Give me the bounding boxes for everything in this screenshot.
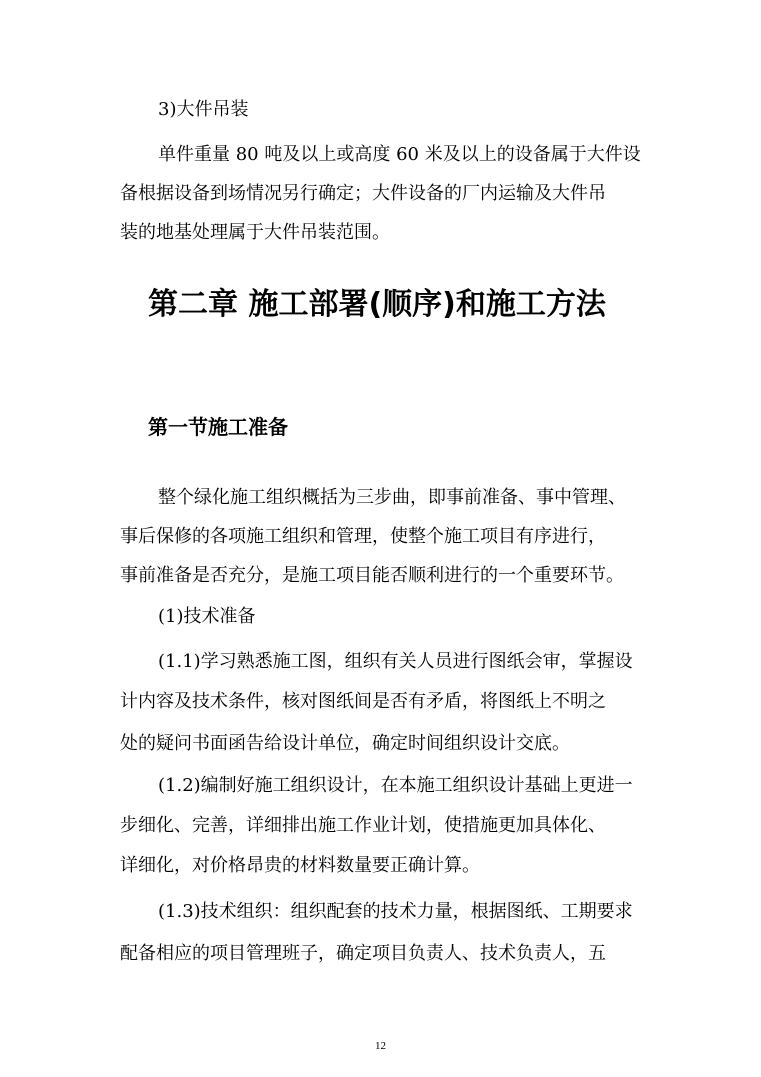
- paragraph-line: 处的疑问书面函告给设计单位，确定时间组织设计交底。: [120, 733, 570, 754]
- paragraph-line: 单件重量 80 吨及以上或高度 60 米及以上的设备属于大件设: [158, 144, 641, 165]
- page-number: 12: [375, 1040, 386, 1052]
- chapter-title: 第二章 施工部署(顺序)和施工方法: [148, 287, 606, 322]
- paragraph-line: (1.1)学习熟悉施工图，组织有关人员进行图纸会审，掌握设: [158, 651, 633, 672]
- heading-large-component-hoisting: 3)大件吊装: [158, 99, 249, 120]
- paragraph-line: 计内容及技术条件，核对图纸间是否有矛盾，将图纸上不明之: [120, 691, 606, 712]
- paragraph-line: 装的地基处理属于大件吊装范围。: [120, 222, 390, 243]
- paragraph-line: (1.2)编制好施工组织设计，在本施工组织设计基础上更进一: [158, 775, 633, 796]
- paragraph-line: 详细化，对价格昂贵的材料数量要正确计算。: [120, 855, 480, 876]
- paragraph-line: 步细化、完善，详细排出施工作业计划，使措施更加具体化、: [120, 815, 606, 836]
- paragraph-line: 备根据设备到场情况另行确定；大件设备的厂内运输及大件吊: [120, 183, 606, 204]
- paragraph-line: 配备相应的项目管理班子，确定项目负责人、技术负责人，五: [120, 943, 606, 964]
- paragraph-line: 事后保修的各项施工组织和管理，使整个施工项目有序进行，: [120, 526, 606, 547]
- paragraph-line: 整个绿化施工组织概括为三步曲，即事前准备、事中管理、: [158, 487, 626, 508]
- subheading-technical-preparation: (1)技术准备: [158, 606, 256, 627]
- paragraph-line: (1.3)技术组织：组织配套的技术力量，根据图纸、工期要求: [158, 901, 633, 922]
- section-title: 第一节施工准备: [148, 415, 288, 439]
- paragraph-line: 事前准备是否充分，是施工项目能否顺利进行的一个重要环节。: [120, 565, 624, 586]
